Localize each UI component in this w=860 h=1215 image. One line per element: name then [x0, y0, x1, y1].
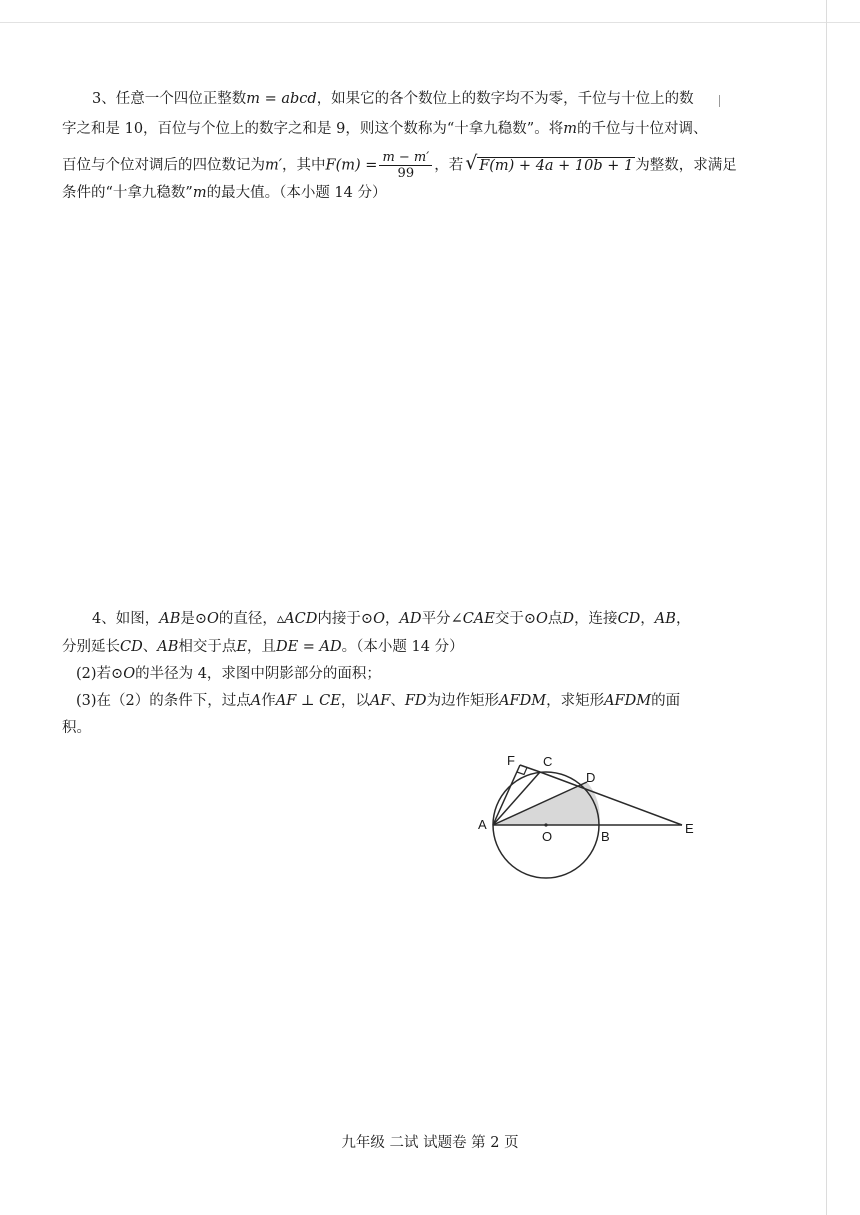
problem-4-line-1: 4、如图，AB是⊙O的直径，▵ACD内接于⊙O，AD平分∠CAE交于⊙O点D，连接CD，AB，: [92, 611, 691, 627]
geometry-figure: [470, 745, 710, 899]
problem-4-line-5: 积。: [62, 720, 91, 736]
page-footer: 九年级 二试 试题卷 第 2 页: [341, 1135, 519, 1151]
math-m-abcd: m = abcd: [246, 91, 317, 107]
problem-4-line-2: 分别延长CD、AB相交于点E，且DE = AD。（本小题 14 分）: [62, 639, 464, 655]
label-e: E: [685, 821, 694, 836]
problem-4-part-2: (2)若⊙O的半径为 4，求图中阴影部分的面积；: [76, 666, 381, 682]
margin-mark: [719, 95, 720, 107]
math-F-m: F(m) =: [325, 157, 378, 174]
fraction: $\frac{m - m'}{99}$: [379, 150, 432, 181]
circle-diagram: [470, 745, 710, 895]
label-a: A: [478, 817, 487, 832]
label-o: O: [542, 829, 553, 844]
center-dot: [544, 823, 547, 826]
label-c: C: [543, 754, 553, 769]
radical-sign: √: [465, 151, 478, 174]
square-root: √ F(m) + 4a + 10b + 1: [465, 151, 634, 174]
label-f: F: [507, 753, 515, 768]
page-top-border: [0, 22, 860, 23]
line-fc: [520, 765, 540, 772]
problem-4-part-3: (3)在（2）的条件下，过点A作AF ⊥ CE，以AF、FD为边作矩形AFDM，求矩形AFDM的面: [76, 693, 681, 709]
problem-3-line-1: 3、任意一个四位正整数m = abcd，如果它的各个数位上的数字均不为零，千位与十位上的数: [92, 91, 694, 107]
problem-3-line-2: 字之和是 10，百位与个位上的数字之和是 9，则这个数称为“十拿九稳数”。将m的千位与十位对调、: [62, 121, 708, 137]
label-d: D: [586, 770, 596, 785]
page-right-border: [826, 0, 827, 1215]
problem-3-line-4: 条件的“十拿九稳数”m的最大值。（本小题 14 分）: [62, 185, 387, 201]
label-b: B: [601, 829, 610, 844]
problem-3-line-3: 百位与个位对调后的四位数记为m′，其中F(m) = $\frac{m - m'}{99}$ ，若 √ F(m) + 4a + 10b + 1 为整数，求满足: [62, 150, 737, 181]
